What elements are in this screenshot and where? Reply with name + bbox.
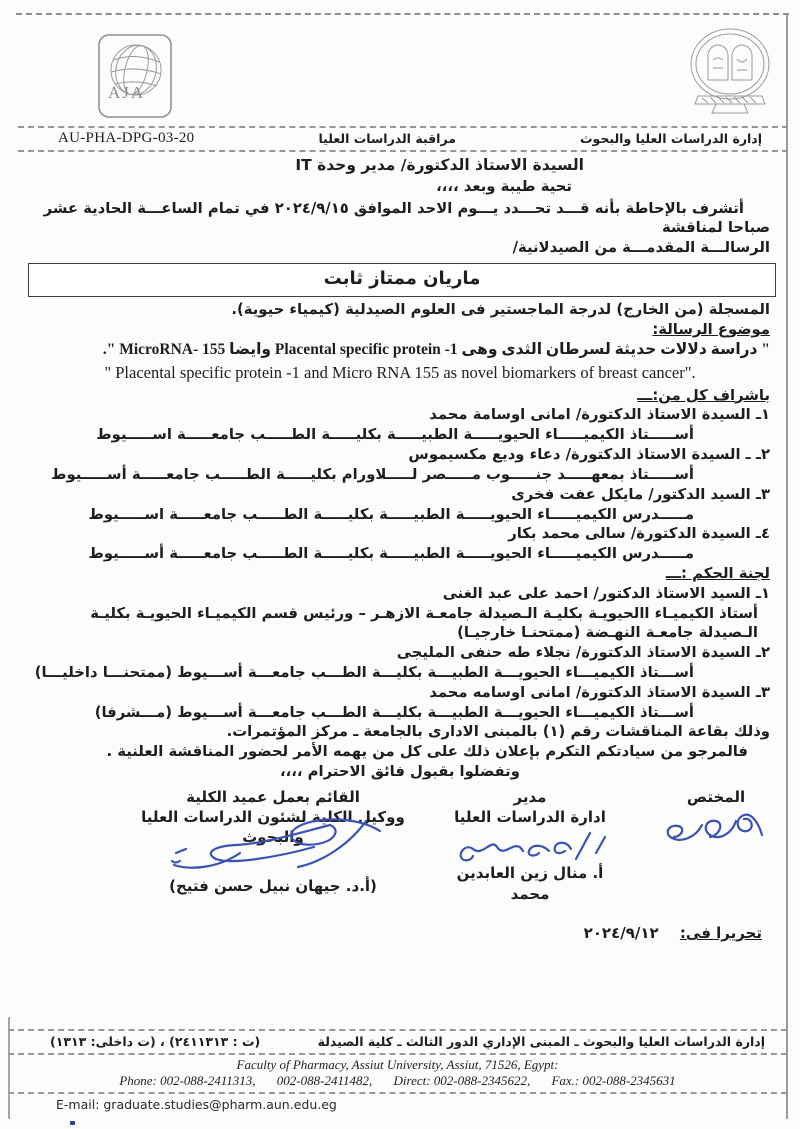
subject-arabic: " دراسة دلالات حديثة لسرطان الثدى وهى Placental specific protein -1 وايضا MicroRNA- 155 ".: [102, 340, 770, 358]
committee-item: [30, 683, 770, 723]
dean-signature-scribble: [118, 813, 418, 875]
dean-name: (أ.د. جيهان نبيل حسن فتيح): [169, 876, 377, 895]
intro-line-2: الرسالـــة المقدمـــة من الصيدلانية/: [512, 239, 770, 257]
supervisor-position: أســـــتاذ بمعهـــــد جنـــــوب مـــــصر لـــــلاورام بكليـــــة الطـــــب جامعـــــة أســـــيوط: [51, 465, 694, 483]
header-center-label: مراقبة الدراسات العليا: [318, 131, 456, 146]
signature-col-dean: [118, 787, 428, 896]
committee-item: [30, 643, 770, 683]
dean-subtitle: ووكيل الكلية لشئون الدراسات العليا والبحوث: [141, 808, 405, 847]
signature-col-director: [440, 787, 620, 904]
supervisor-name: ٢ـ ـ السيدة الاستاذ الدكتورة/ دعاء وديع مكسيموس: [408, 446, 770, 464]
supervisor-position: مـــــدرس الكيميـــــاء الحيويـــــة الطبيـــــة بكليـــــة الطـــــب جامعـــــة اســـــيوط: [88, 505, 694, 523]
globe-icon: [95, 32, 175, 120]
specialist-title: المختص: [686, 787, 746, 806]
recipient-line: السيدة الاستاذ الدكتورة/ مدير وحدة IT: [295, 156, 584, 174]
director-subtitle: ادارة الدراسات العليا: [454, 808, 606, 827]
subject-english: " Placental specific protein -1 and Micro RNA 155 as novel biomarkers of breast cancer".: [104, 362, 696, 382]
venue-line: وذلك بقاعة المناقشات رقم (١) بالمبنى الادارى بالجامعة ـ مركز المؤتمرات.: [226, 723, 770, 741]
issue-date-label: تحريرا فى:: [679, 923, 762, 942]
letterhead-footer: [8, 1029, 787, 1121]
director-signature-scribble: [445, 827, 615, 863]
footer-email-row: [8, 1094, 787, 1121]
signatures-block: [30, 787, 770, 903]
supervisor-name: ٤ـ السيدة الدكتورة/ سالى محمد بكار: [508, 525, 770, 543]
aja-logo-text: AJA: [108, 83, 146, 102]
footer-phone: 002-088-2411482,: [276, 1073, 373, 1088]
director-title: مدير: [513, 787, 547, 806]
aja-logo: [95, 32, 175, 124]
committee-member-name: ٢ـ السيدة الاستاذ الدكتورة/ نجلاء طه حنفى المليجى: [396, 644, 770, 662]
supervisors-label: باشراف كل من:ـــ: [637, 386, 770, 404]
ink-mark: [70, 1121, 75, 1125]
footer-phone: Phone: 002-088-2411313,: [119, 1073, 256, 1088]
document-code: AU-PHA-DPG-03-20: [58, 130, 195, 146]
supervisor-position: مـــــدرس الكيميـــــاء الحيويـــــة الطبيـــــة بكليـــــة الطـــــب جامعـــــة أســـــيوط: [88, 545, 694, 563]
university-emblem: [684, 26, 776, 126]
header-bar: [18, 126, 788, 152]
scan-top-edge: [16, 13, 789, 15]
issue-date-value: ٢٠٢٤/٩/١٢: [583, 923, 659, 942]
supervisor-name: ٣ـ السيد الدكتور/ مايكل عفت فخرى: [511, 485, 770, 503]
candidate-name-box: [28, 263, 776, 297]
subject-label: موضوع الرسالة:: [652, 320, 770, 338]
request-line: فالمرجو من سيادتكم التكرم بإعلان ذلك على كل من يهمه الأمر لحضور المناقشة العلنية .: [106, 743, 748, 761]
closing-line: وتفضلوا بقبول فائق الاحترام ،،،،: [280, 763, 520, 781]
greeting-line: تحية طيبة وبعد ،،،،: [436, 177, 572, 195]
committee-item: [30, 584, 770, 643]
dean-title: القائم بعمل عميد الكلية: [186, 787, 360, 806]
footer-arabic-row: [8, 1029, 787, 1055]
supervisor-item: [30, 445, 770, 485]
footer-fax: Fax.: 002-088-2345631: [551, 1073, 676, 1088]
supervisor-position: أســـــتاذ الكيميـــــاء الحيويـــــة الطبيـــــة بكليـــــة الطـــــب جامعـــــة اســـــيوط: [96, 426, 694, 444]
issue-date-row: [30, 923, 770, 943]
university-emblem-icon: [684, 26, 776, 122]
letter-body: [30, 155, 770, 943]
supervisor-name: ١ـ السيدة الاستاذ الدكتورة/ امانى اوسامة محمد: [429, 406, 770, 424]
scan-right-edge: [786, 14, 788, 1119]
footer-phone-line: [8, 1073, 787, 1089]
header-right-label: إدارة الدراسات العليا والبحوث: [579, 131, 762, 146]
committee-label: لجنة الحكم :ـــ: [665, 564, 770, 582]
footer-email: E-mail: graduate.studies@pharm.aun.edu.eg: [56, 1097, 337, 1112]
footer-phone-direct: Direct: 002-088-2345622,: [393, 1073, 531, 1088]
signature-col-specialist: [656, 787, 776, 807]
registration-line: المسجلة (من الخارج) لدرجة الماجستير فى العلوم الصيدلية (كيمياء حيوية).: [231, 301, 770, 319]
intro-line-1: أتشرف بالإحاطة بأنه قـــد تحـــدد يـــوم الاحد الموافق ٢٠٢٤/٩/١٥ في تمام الساعـــة الحادية عشر صباحا لمناقشة: [43, 199, 770, 237]
committee-member-position: أستاذ الكيميـاء االحيويـة بكليـة الـصيدلة جامعـة الازهـر – ورئيس قسم الكيميـاء الحيويـة بكليـة الـصيدلة جامعـة النهـضة (ممتحنـا خارجيـا): [90, 604, 758, 642]
candidate-name: ماريان ممتاز ثابت: [323, 268, 481, 290]
footer-english-row: [8, 1055, 787, 1094]
supervisor-item: [30, 485, 770, 525]
supervisor-item: [30, 524, 770, 564]
footer-arabic-address: إدارة الدراسات العليا والبحوث ـ المبنى الإداري الدور الثالث ـ كلية الصيدلة: [317, 1034, 765, 1049]
committee-member-position: أســـتاذ الكيميـــاء الحيويـــة الطبيـــة بكليـــة الطـــب جامعـــة أســـيوط (مـــشرفا): [94, 703, 694, 721]
footer-arabic-phones: (ت داخلى: ١٣١٣) ، (ت : ٢٤١١٣١٣): [50, 1034, 261, 1049]
committee-member-name: ٣ـ السيدة الاستاذ الدكتورة/ امانى اوسامه محمد: [429, 683, 770, 701]
committee-member-position: أســـتاذ الكيميـــاء الحيويـــة الطبيـــة بكليـــة الطـــب جامعـــة أســـيوط (ممتحنـــا داخليـــا): [34, 664, 694, 681]
supervisor-item: [30, 405, 770, 445]
director-name: أ. منال زين العابدين محمد: [456, 864, 604, 903]
specialist-signature-scribble: [658, 803, 768, 847]
committee-member-name: ١ـ السيد الاستاذ الدكتور/ احمد على عبد الغنى: [442, 584, 770, 602]
footer-english-address: Faculty of Pharmacy, Assiut University, Assiut, 71526, Egypt:: [236, 1057, 559, 1072]
